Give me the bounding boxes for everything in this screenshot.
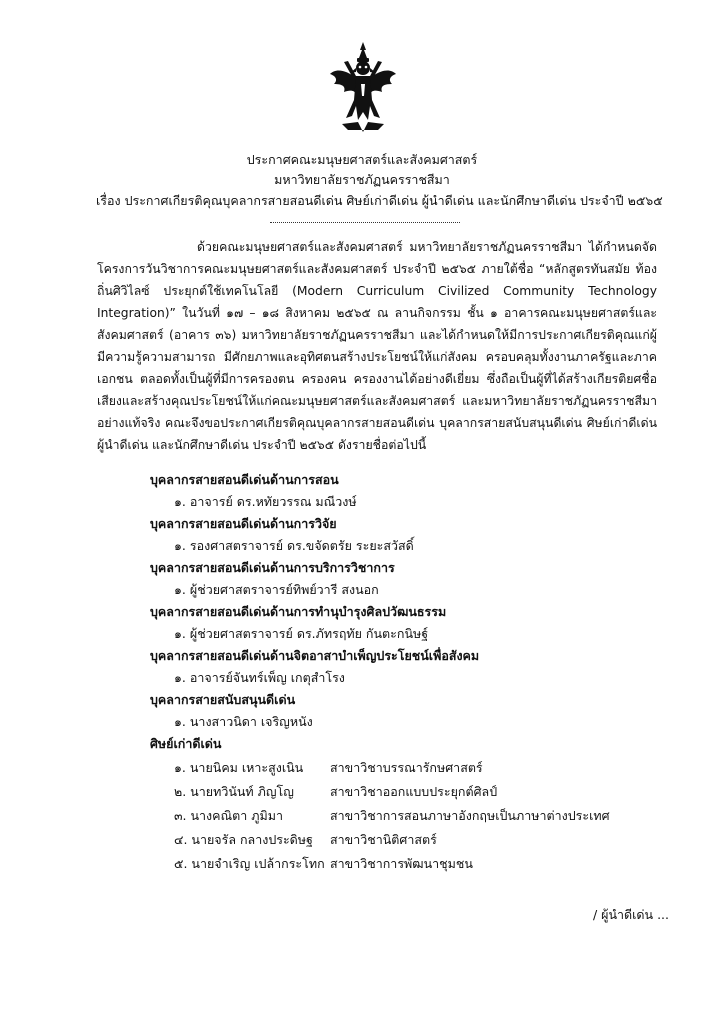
alumni-program: สาขาวิชาการสอนภาษาอังกฤษเป็นภาษาต่างประเทศ — [330, 808, 610, 823]
alumni-program: สาขาวิชานิติศาสตร์ — [330, 832, 437, 847]
section-item: ๑. อาจารย์ ดร.หทัยวรรณ มณีวงษ์ — [174, 494, 357, 509]
announcement-subject: เรื่อง ประกาศเกียรติคุณบุคลากรสายสอนดีเด่น ศิษย์เก่าดีเด่น ผู้นำดีเด่น และนักศึกษาดีเด่น ประจำปี ๒๕๖๕ — [96, 193, 663, 208]
section-item: ๑. อาจารย์จันทร์เพ็ญ เกตุสำโรง — [174, 670, 345, 685]
section-heading: บุคลากรสายสอนดีเด่นด้านการวิจัย — [150, 516, 337, 531]
alumni-name: ๑. นายนิคม เหาะสูงเนิน — [174, 760, 304, 775]
section-item: ๑. รองศาสตราจารย์ ดร.ขจัดตรัย ระยะสวัสดิ์ — [174, 538, 414, 553]
section-heading: บุคลากรสายสอนดีเด่นด้านการทำนุบำรุงศิลปวัฒนธรรม — [150, 604, 447, 619]
divider — [270, 222, 460, 223]
alumni-name: ๓. นางคณิตา ภูมิมา — [174, 808, 283, 823]
alumni-name: ๒. นายทวินันท์ ภิญโญ — [174, 784, 294, 799]
section-heading: บุคลากรสายสอนดีเด่นด้านการบริการวิชาการ — [150, 560, 395, 575]
section-heading: บุคลากรสายสอนดีเด่นด้านการสอน — [150, 472, 339, 487]
section-item: ๑. ผู้ช่วยศาสตราจารย์ทิพย์วารี สงนอก — [174, 582, 379, 597]
alumni-name: ๔. นายจรัล กลางประดิษฐ — [174, 832, 313, 847]
garuda-emblem-icon — [328, 40, 398, 136]
alumni-program: สาขาวิชาบรรณารักษศาสตร์ — [330, 760, 483, 775]
alumni-heading: ศิษย์เก่าดีเด่น — [150, 736, 222, 751]
alumni-program: สาขาวิชาการพัฒนาชุมชน — [330, 856, 473, 871]
section-heading: บุคลากรสายสนับสนุนดีเด่น — [150, 692, 296, 707]
announcement-title: ประกาศคณะมนุษยศาสตร์และสังคมศาสตร์ — [246, 152, 478, 167]
section-heading: บุคลากรสายสอนดีเด่นด้านจิตอาสาบำเพ็ญประโยชน์เพื่อสังคม — [150, 648, 480, 663]
announcement-body — [97, 236, 657, 456]
university-name: มหาวิทยาลัยราชภัฏนครราชสีมา — [274, 172, 450, 187]
continued-marker: / ผู้นำดีเด่น ... — [592, 907, 669, 922]
body-paragraph-text: ด้วยคณะมนุษยศาสตร์และสังคมศาสตร์ มหาวิทยาลัยราชภัฏนครราชสีมา ได้กำหนดจัดโครงการวันวิชาการคณะมนุษยศาสตร์และสังคมศาสตร์ ประจำปี ๒๕๖๕ ภายใต้ชื่อ “หลักสูตรทันสมัย ท้องถิ่นศิวิไลซ์ ประยุกต์ใช้เทคโนโลยี (Modern Curriculum Civilized Community Technology Integration)” ในวันที่ ๑๗ – ๑๘ สิงหาคม ๒๕๖๕ ณ ลานกิจกรรม ชั้น ๑ อาคารคณะมนุษยศาสตร์และสังคมศาสตร์ (อาคาร ๓๖) มหาวิทยาลัยราชภัฏนครราชสีมา และได้กำหนดให้มีการประกาศเกียรติคุณแก่ผู้มีความรู้ความสามารถ มีศักยภาพและอุทิศตนสร้างประโยชน์ให้แก่สังคม ครอบคลุมทั้งงานภาครัฐและภาคเอกชน ตลอดทั้งเป็นผู้ที่มีการครองตน ครองคน ครองงานได้อย่างดีเยี่ยม ซึ่งถือเป็นผู้ที่ได้สร้างเกียรติยศชื่อเสียงและสร้างคุณประโยชน์ให้แก่คณะมนุษยศาสตร์และสังคมศาสตร์ และมหาวิทยาลัยราชภัฏนครราชสีมาอย่างแท้จริง คณะจึงขอประกาศเกียรติคุณบุคลากรสายสอนดีเด่น บุคลากรสายสนับสนุนดีเด่น ศิษย์เก่าดีเด่น ผู้นำดีเด่น และนักศึกษาดีเด่น ประจำปี ๒๕๖๕ ดังรายชื่อต่อไปนี้ — [97, 240, 657, 452]
section-item: ๑. นางสาวนิดา เจริญหนัง — [174, 714, 313, 729]
section-item: ๑. ผู้ช่วยศาสตราจารย์ ดร.ภัทรฤทัย กันตะกนิษฐ์ — [174, 626, 429, 641]
alumni-program: สาขาวิชาออกแบบประยุกต์ศิลป์ — [330, 784, 498, 799]
alumni-name: ๕. นายจำเริญ เปล้ากระโทก — [174, 856, 325, 871]
